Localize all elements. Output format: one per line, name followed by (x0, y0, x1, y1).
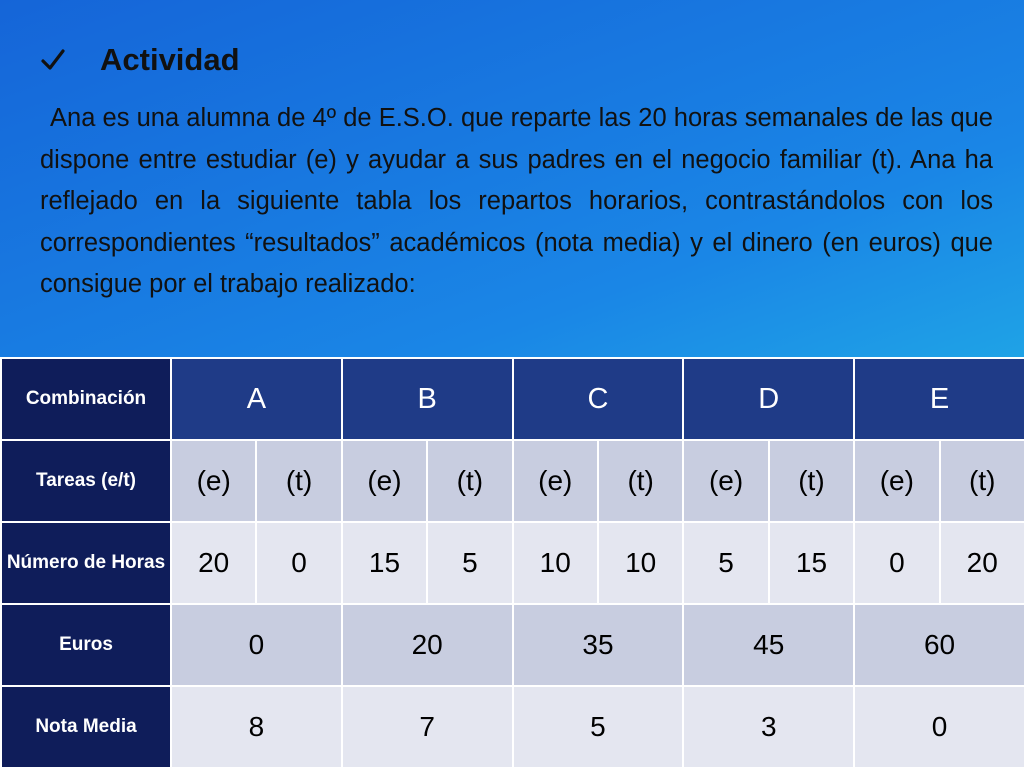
row-header-combinacion: Combinación (1, 358, 171, 440)
horas-cell: 10 (513, 522, 598, 604)
distribution-table (0, 357, 1024, 769)
horas-cell: 10 (598, 522, 683, 604)
table-row-horas (1, 522, 1024, 604)
combination-header-a: A (171, 358, 342, 440)
horas-cell: 5 (427, 522, 512, 604)
row-header-tareas: Tareas (e/t) (1, 440, 171, 522)
horas-cell: 20 (171, 522, 256, 604)
table-row-combinacion (1, 358, 1024, 440)
tareas-cell: (e) (854, 440, 939, 522)
checkmark-icon (40, 47, 66, 73)
tareas-cell: (t) (598, 440, 683, 522)
horas-cell: 0 (256, 522, 341, 604)
horas-cell: 20 (940, 522, 1024, 604)
nota-cell: 5 (513, 686, 684, 768)
row-header-horas: Número de Horas (1, 522, 171, 604)
table-row-euros (1, 604, 1024, 686)
table-row-nota (1, 686, 1024, 768)
tareas-cell: (e) (513, 440, 598, 522)
nota-cell: 0 (854, 686, 1024, 768)
nota-cell: 8 (171, 686, 342, 768)
row-header-euros: Euros (1, 604, 171, 686)
combination-header-c: C (513, 358, 684, 440)
combination-header-e: E (854, 358, 1024, 440)
slide-heading: Actividad (100, 42, 240, 77)
tareas-cell: (t) (769, 440, 854, 522)
tareas-cell: (e) (683, 440, 768, 522)
tareas-cell: (t) (427, 440, 512, 522)
tareas-cell: (e) (171, 440, 256, 522)
row-header-nota: Nota Media (1, 686, 171, 768)
nota-cell: 7 (342, 686, 513, 768)
tareas-cell: (t) (940, 440, 1024, 522)
euros-cell: 20 (342, 604, 513, 686)
horas-cell: 0 (854, 522, 939, 604)
euros-cell: 60 (854, 604, 1024, 686)
table-row-tareas (1, 440, 1024, 522)
horas-cell: 15 (342, 522, 427, 604)
euros-cell: 35 (513, 604, 684, 686)
euros-cell: 0 (171, 604, 342, 686)
combination-header-d: D (683, 358, 854, 440)
euros-cell: 45 (683, 604, 854, 686)
nota-cell: 3 (683, 686, 854, 768)
horas-cell: 15 (769, 522, 854, 604)
horas-cell: 5 (683, 522, 768, 604)
slide-title-row (40, 38, 240, 82)
activity-description: Ana es una alumna de 4º de E.S.O. que reparte las 20 horas semanales de las que dispone entre estudiar (e) y ayudar a sus padres en el negocio familiar (t). Ana ha reflejado en la siguiente tabla los repartos horarios, contrastándolos con los correspondientes “resultados” académicos (nota media) y el dinero (en euros) que consigue por el trabajo realizado: (40, 104, 993, 298)
tareas-cell: (e) (342, 440, 427, 522)
combination-header-b: B (342, 358, 513, 440)
tareas-cell: (t) (256, 440, 341, 522)
